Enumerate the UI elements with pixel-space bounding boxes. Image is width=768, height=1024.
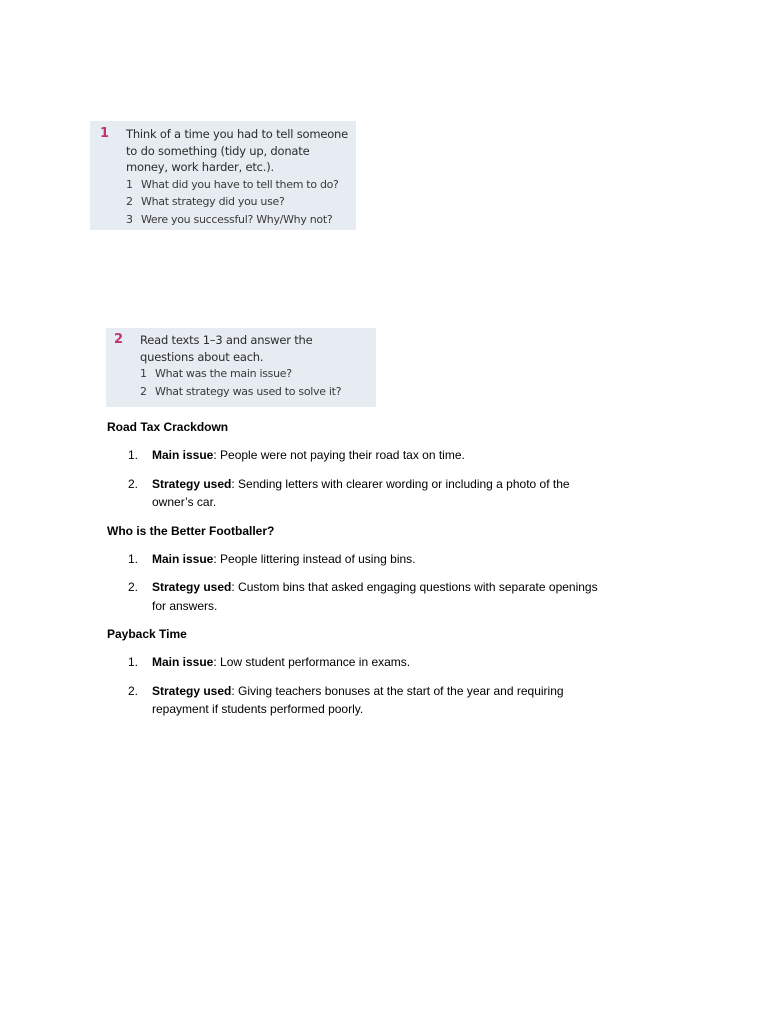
item-label: Strategy used [152, 580, 232, 594]
exercise-2-prompt: Read texts 1–3 and answer the questions about each. [140, 333, 313, 364]
item-separator: : [231, 580, 239, 594]
answer-section-footballer [107, 522, 667, 616]
exercise-2-box [106, 328, 376, 407]
item-label: Main issue [152, 655, 214, 669]
exercise-1-question [100, 211, 348, 229]
answer-section-road-tax [107, 418, 667, 512]
question-number: 1 [126, 177, 133, 191]
question-text: Were you successful? Why/Why not? [141, 212, 333, 226]
answer-list [107, 653, 667, 719]
answer-list [107, 550, 667, 616]
section-title: Payback Time [107, 627, 187, 641]
item-body: Custom bins that asked engaging questions with separate openings for answers. [152, 580, 598, 613]
question-number: 3 [126, 212, 133, 226]
section-title: Who is the Better Footballer? [107, 523, 275, 538]
item-body: People were not paying their road tax on time. [220, 448, 465, 462]
list-item [107, 475, 667, 512]
item-body: Sending letters with clearer wording or including a photo of the owner’s car. [152, 476, 570, 509]
item-number: 1. [128, 551, 139, 566]
question-text: What was the main issue? [155, 367, 292, 380]
exercise-1-number: 1 [100, 126, 110, 141]
item-number: 2. [128, 683, 139, 698]
item-label: Main issue [152, 551, 214, 566]
question-text: What strategy did you use? [141, 195, 285, 208]
question-number: 2 [140, 384, 147, 398]
item-text [152, 653, 667, 672]
exercise-2-number: 2 [114, 332, 124, 347]
item-separator: : [231, 476, 239, 491]
item-text [152, 578, 667, 615]
item-text [152, 550, 667, 569]
exercise-1-prompt: Think of a time you had to tell someone to do something (tidy up, donate money, work harder, etc.). [126, 127, 349, 174]
list-item [107, 446, 667, 465]
item-text [152, 682, 667, 719]
exercise-2-question [114, 365, 368, 383]
list-item [107, 682, 667, 719]
item-label: Strategy used [152, 683, 232, 698]
exercise-1-box [90, 121, 356, 230]
answer-list [107, 446, 667, 512]
item-number: 2. [128, 580, 139, 594]
item-number: 2. [128, 476, 139, 491]
exercise-2-header [114, 332, 368, 365]
section-title: Road Tax Crackdown [107, 420, 229, 434]
question-number: 1 [140, 367, 147, 380]
question-text: What did you have to tell them to do? [141, 177, 339, 191]
list-item [107, 653, 667, 672]
exercise-2-question [114, 383, 368, 401]
exercise-1-header [100, 126, 348, 176]
item-text [152, 475, 667, 512]
item-separator: : [231, 683, 239, 698]
item-separator: : [213, 551, 221, 566]
item-body: Low student performance in exams. [220, 655, 411, 669]
item-number: 1. [128, 655, 139, 669]
item-separator: : [213, 655, 221, 669]
question-number: 2 [126, 195, 133, 208]
exercise-1-question [100, 176, 348, 194]
list-item [107, 550, 667, 569]
answer-section-payback [107, 625, 667, 719]
item-body: People littering instead of using bins. [220, 551, 416, 566]
item-number: 1. [128, 448, 139, 462]
item-label: Strategy used [152, 476, 232, 491]
list-item [107, 578, 667, 615]
item-label: Main issue [152, 448, 214, 462]
item-text [152, 446, 667, 465]
question-text: What strategy was used to solve it? [155, 384, 342, 398]
item-body: Giving teachers bonuses at the start of the year and requiring repayment if students performed poorly. [152, 683, 564, 716]
exercise-1-question [100, 193, 348, 211]
answers-section [107, 418, 667, 729]
item-separator: : [213, 448, 221, 462]
